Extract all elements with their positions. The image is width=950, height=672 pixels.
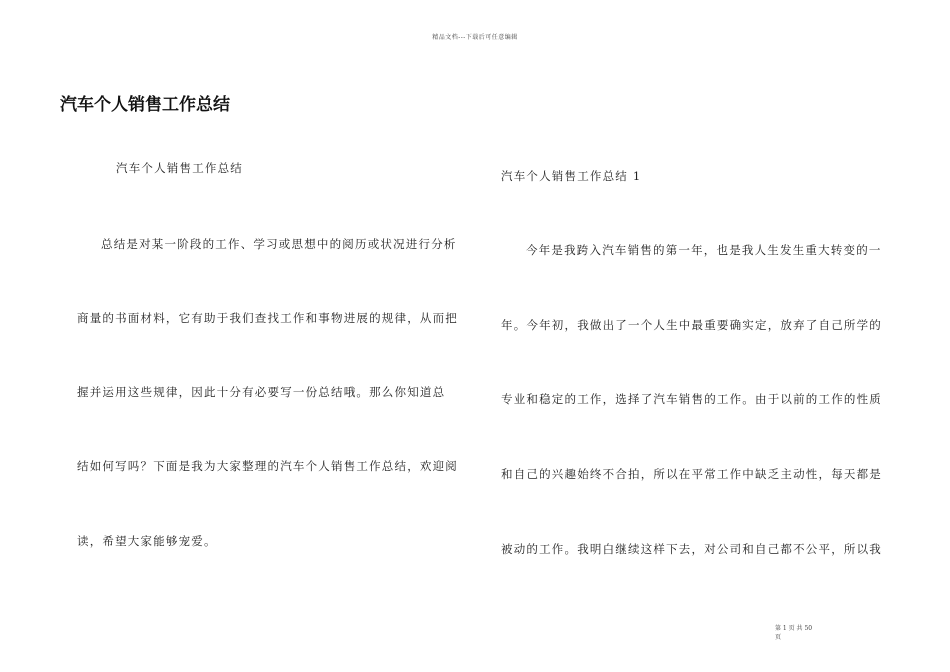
text-line: 和自己的兴趣始终不合拍，所以在平常工作中缺乏主动性，每天都是: [501, 467, 882, 481]
page-number-suffix: 页: [775, 634, 782, 641]
text-line: 年。今年初，我做出了一个人生中最重要确实定，放弃了自己所学的: [501, 318, 882, 332]
page-footer: [775, 624, 835, 642]
document-title: 汽车个人销售工作总结: [60, 95, 230, 115]
text-line: 专业和稳定的工作，选择了汽车销售的工作。由于以前的工作的性质: [501, 392, 882, 406]
page-header: 精品文档---下载后可任意编辑: [432, 34, 518, 41]
text-line: 被动的工作。我明白继续这样下去，对公司和自己都不公平，所以我: [501, 542, 882, 556]
left-column-heading: 汽车个人销售工作总结: [116, 161, 243, 175]
text-line: 握并运用这些规律，因此十分有必要写一份总结哦。那么你知道总: [77, 385, 446, 399]
page-number: 第 1 页 共 50: [775, 625, 813, 632]
text-line: 商量的书面材料，它有助于我们查找工作和事物进展的规律，从而把: [77, 311, 458, 325]
text-line: 今年是我跨入汽车销售的第一年，也是我人生发生重大转变的一: [526, 243, 882, 257]
text-line: 读，希望大家能够宠爱。: [77, 534, 217, 548]
text-line: 结如何写吗？下面是我为大家整理的汽车个人销售工作总结，欢迎阅: [77, 459, 458, 473]
right-column-heading: 汽车个人销售工作总结 1: [501, 169, 642, 183]
text-line: 总结是对某一阶段的工作、学习或思想中的阅历或状况进行分析: [101, 237, 457, 251]
